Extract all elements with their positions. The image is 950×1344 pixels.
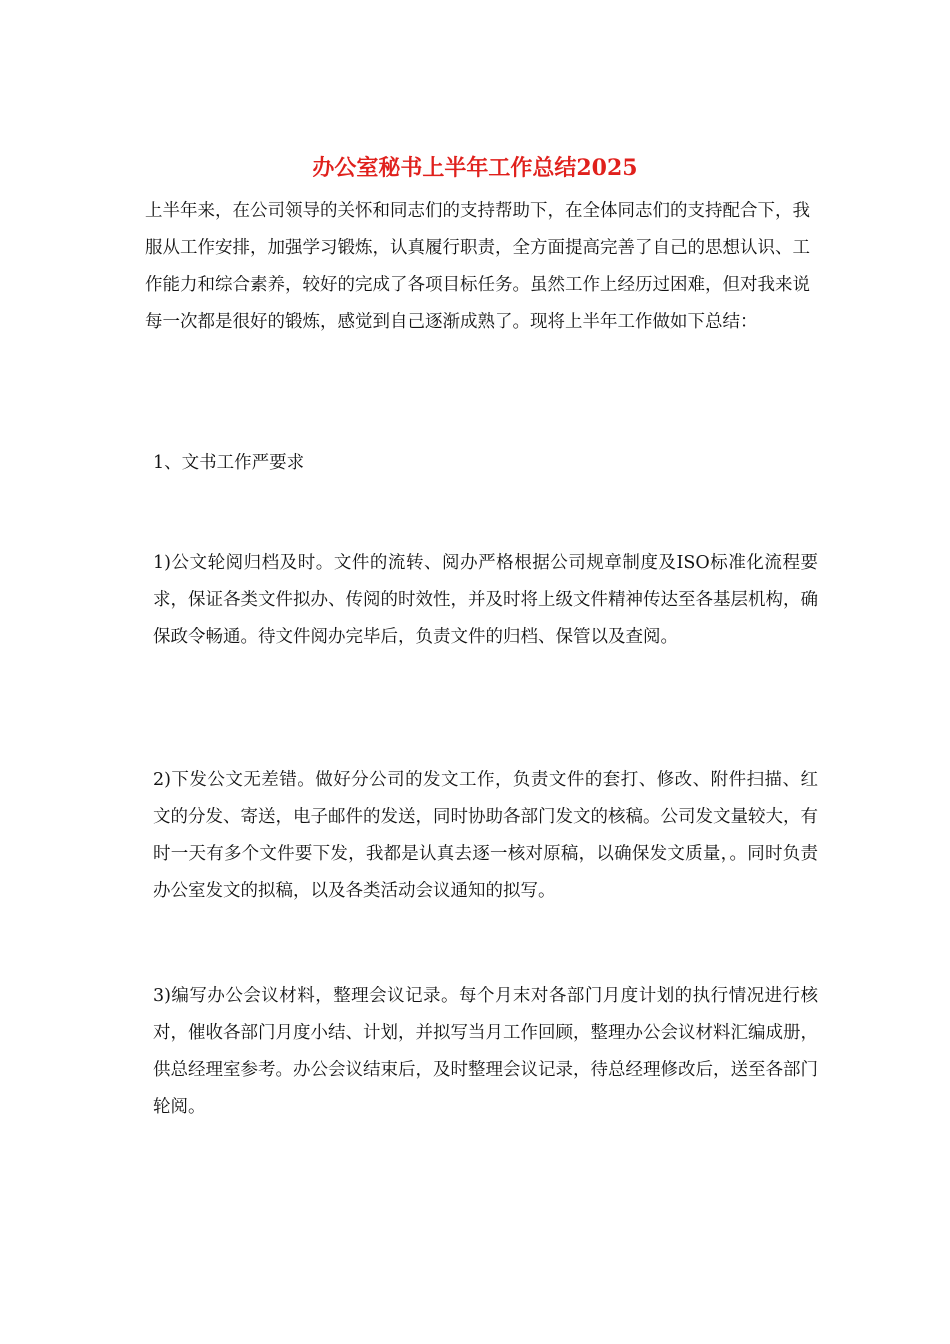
intro-paragraph: 上半年来，在公司领导的关怀和同志们的支持帮助下，在全体同志们的支持配合下，我服从工作安排，加强学习锻炼，认真履行职责，全方面提高完善了自己的思想认识、工作能力和综合素养，较好的完成了各项目标任务。虽然工作上经历过困难，但对我来说每一次都是很好的锻炼，感觉到自己逐渐成熟了。现将上半年工作做如下总结： (145, 201, 810, 332)
section-heading: 1、文书工作严要求 (153, 453, 305, 473)
list-item-1: 1)公文轮阅归档及时。文件的流转、阅办严格根据公司规章制度及ISO标准化流程要求，保证各类文件拟办、传阅的时效性，并及时将上级文件精神传达至各基层机构，确保政令畅通。待文件阅办完毕后，负责文件的归档、保管以及查阅。 (153, 553, 818, 647)
list-item-3: 3)编写办公会议材料，整理会议记录。每个月末对各部门月度计划的执行情况进行核对，催收各部门月度小结、计划，并拟写当月工作回顾，整理办公会议材料汇编成册，供总经理室参考。办公会议结束后，及时整理会议记录，待总经理修改后，送至各部门轮阅。 (153, 986, 818, 1117)
list-item-2: 2)下发公文无差错。做好分公司的发文工作，负责文件的套打、修改、附件扫描、红文的分发、寄送，电子邮件的发送，同时协助各部门发文的核稿。公司发文量较大，有时一天有多个文件要下发，我都是认真去逐一核对原稿，以确保发文质量，。同时负责办公室发文的拟稿，以及各类活动会议通知的拟写。 (153, 770, 818, 901)
document-title: 办公室秘书上半年工作总结2025 (312, 155, 638, 181)
